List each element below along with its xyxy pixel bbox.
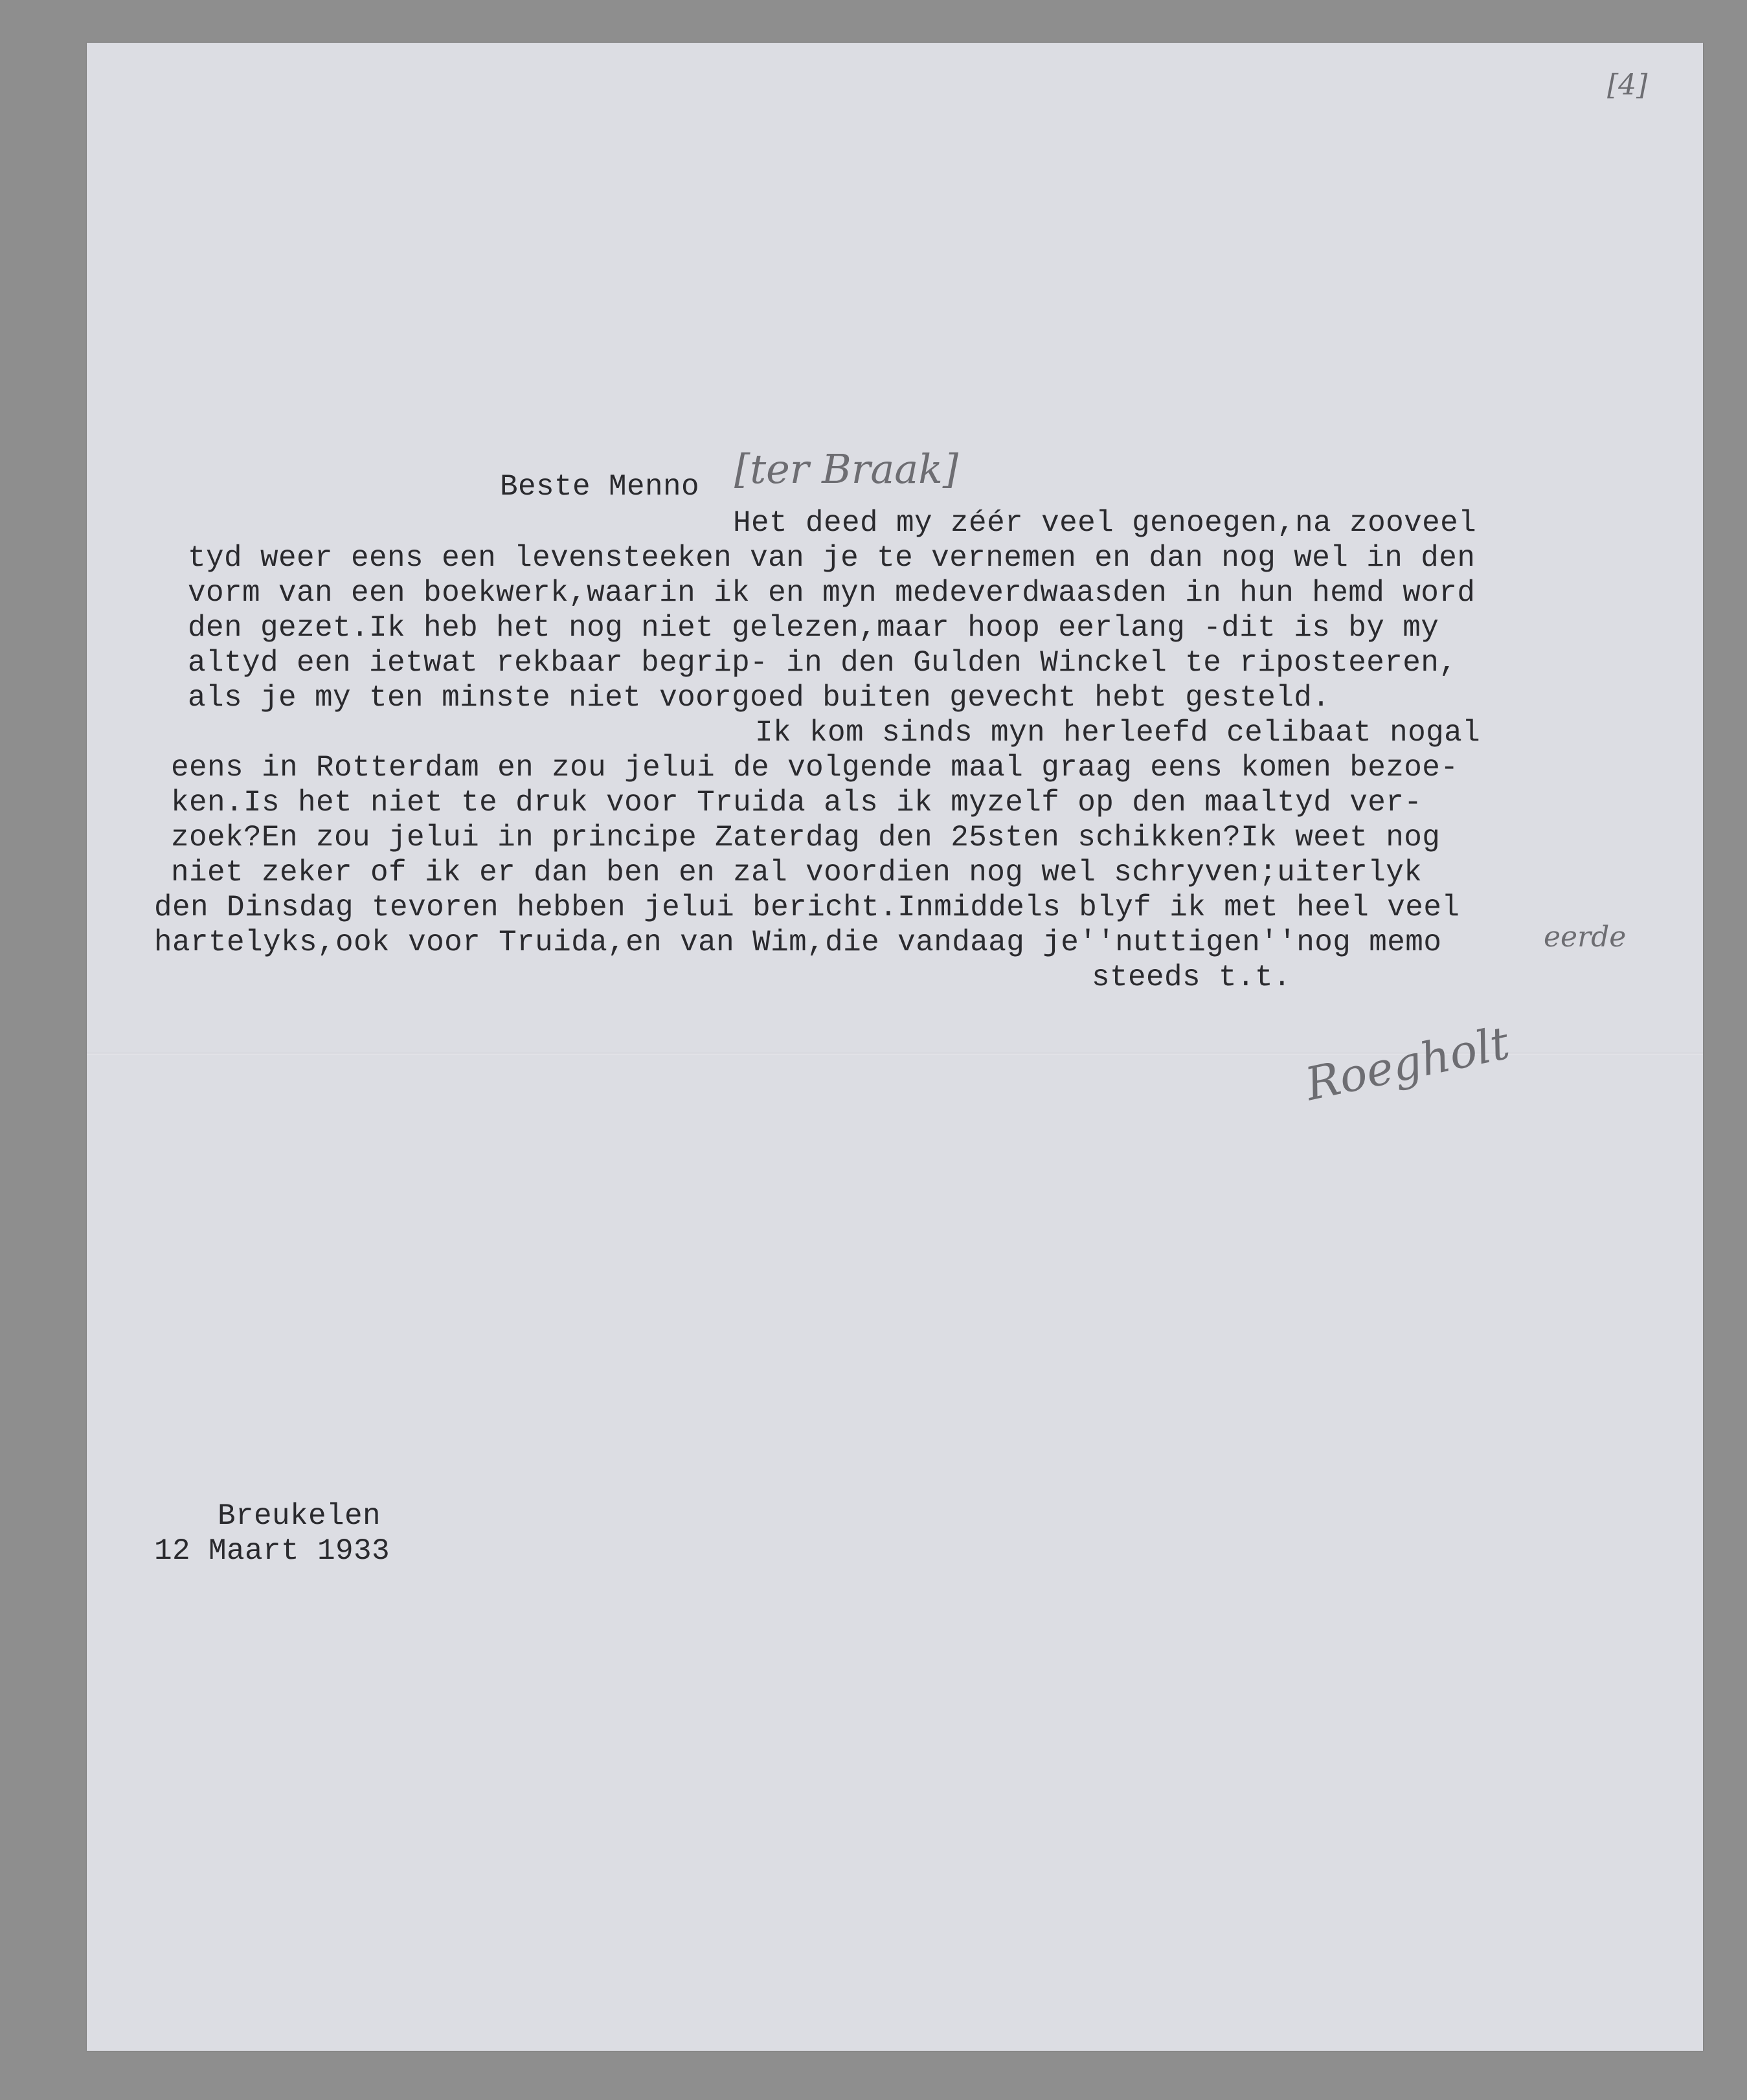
body-line-4: den gezet.Ik heb het nog niet gelezen,maar hoop eerlang -dit is by my (188, 611, 1439, 645)
body-line-3: vorm van een boekwerk,waarin ik en myn medeverdwaasden in hun hemd word (188, 576, 1476, 610)
salutation: Beste Menno (500, 470, 700, 504)
body-line-5: altyd een ietwat rekbaar begrip- in den Gulden Winckel te riposteeren, (188, 646, 1458, 680)
body-line-2: tyd weer eens een levensteeken van je te vernemen en dan nog wel in den (188, 541, 1476, 575)
body-line-6: als je my ten minste niet voorgoed buiten gevecht hebt gesteld. (188, 681, 1331, 715)
body-line-8: eens in Rotterdam en zou jelui de volgende maal graag eens komen bezoe- (171, 751, 1459, 785)
body-line-12: den Dinsdag tevoren hebben jelui bericht.Inmiddels blyf ik met heel veel (154, 891, 1460, 924)
margin-annotation: eerde (1544, 921, 1627, 954)
salutation-annotation: [ter Braak] (734, 445, 959, 493)
body-line-1: Het deed my zéér veel genoegen,na zooveel (733, 506, 1477, 540)
body-line-9: ken.Is het niet te druk voor Truida als ik myzelf op den maaltyd ver- (171, 786, 1423, 820)
body-line-11: niet zeker of ik er dan ben en zal voordien nog wel schryven;uiterlyk (171, 856, 1423, 889)
place: Breukelen (218, 1499, 381, 1533)
body-line-13: hartelyks,ook voor Truida,en van Wim,die vandaag je''nuttigen''nog memo (154, 926, 1442, 959)
letter-sheet (87, 43, 1703, 2051)
body-line-7: Ik kom sinds myn herleefd celibaat nogal (755, 716, 1481, 750)
body-line-14: steeds t.t. (1092, 961, 1292, 994)
date: 12 Maart 1933 (154, 1534, 390, 1568)
signature: Roegholt (1300, 1016, 1514, 1111)
archive-number: [4] (1607, 69, 1648, 102)
body-line-10: zoek?En zou jelui in principe Zaterdag den 25sten schikken?Ik weet nog (171, 821, 1441, 855)
